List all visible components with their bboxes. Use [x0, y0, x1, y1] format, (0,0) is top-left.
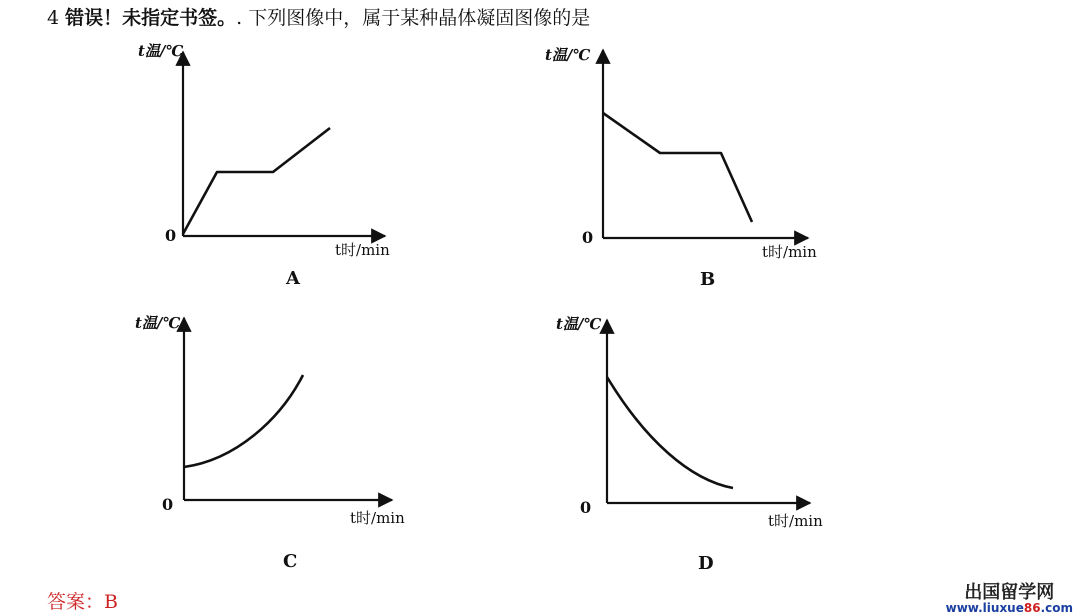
- graph-a: [138, 42, 390, 289]
- graph-b-x-label: t时/min: [762, 243, 817, 261]
- watermark-url: [946, 602, 1073, 614]
- graph-d-origin: 0: [580, 498, 592, 517]
- question-bold-text: 错误！未指定书签。: [65, 7, 237, 29]
- graph-b: [545, 46, 817, 290]
- graph-c-origin: 0: [162, 495, 174, 514]
- graph-b-label: B: [700, 269, 716, 290]
- graph-b-y-label: t温/℃: [545, 46, 591, 64]
- graph-c-x-label: t时/min: [350, 509, 405, 527]
- graph-c-label: C: [283, 551, 298, 572]
- watermark-logo: [946, 584, 1073, 614]
- graph-b-origin: 0: [582, 228, 594, 247]
- question-body: . 下列图像中，属于某种晶体凝固图像的是: [236, 7, 591, 29]
- watermark-url-prefix: www.liuxue: [945, 601, 1024, 615]
- question-number: 4: [47, 7, 60, 29]
- watermark-name: 出国留学网: [964, 582, 1055, 603]
- graph-a-origin: 0: [165, 226, 177, 245]
- graph-d: [556, 315, 823, 574]
- graph-d-y-label: t温/℃: [556, 315, 602, 333]
- graph-b-curve: [603, 113, 752, 222]
- graph-c-y-label: t温/℃: [135, 314, 181, 332]
- graph-d-curve: [607, 377, 733, 488]
- graph-c-curve: [184, 375, 303, 467]
- graph-d-x-label: t时/min: [768, 512, 823, 530]
- watermark-url-highlight: 86: [1023, 601, 1041, 615]
- graph-a-curve: [183, 128, 330, 234]
- graph-a-x-label: t时/min: [335, 241, 390, 259]
- graph-c: [135, 314, 405, 572]
- answer-text: 答案：B: [47, 591, 118, 613]
- graph-a-label: A: [286, 268, 300, 289]
- graph-d-label: D: [698, 553, 714, 574]
- watermark-url-suffix: .com: [1040, 601, 1073, 615]
- graph-a-y-label: t温/℃: [138, 42, 184, 60]
